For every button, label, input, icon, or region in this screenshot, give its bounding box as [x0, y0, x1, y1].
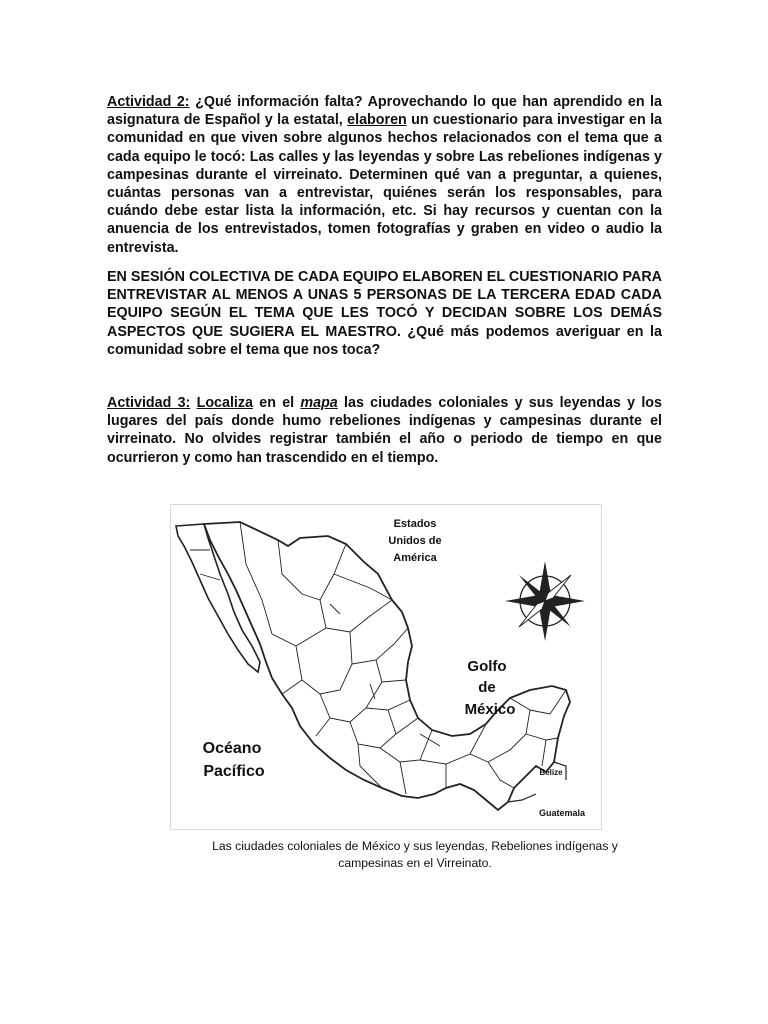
activity-2-text-a: ¿Qué información falta? Aprovechando lo que han aprendido en la asignatura de Español y la estatal,: [107, 94, 662, 129]
activity-3-label: Actividad 3:: [107, 395, 191, 411]
activity-2-label: Actividad 2:: [107, 94, 190, 110]
ocean-label-1: Océano: [202, 740, 262, 757]
mapa-word: mapa: [300, 395, 338, 411]
activity-3-text-b: las ciudades coloniales y sus leyendas y los lugares del país donde humo rebeliones indígenas y campesinas durante el virreinato. No olvides registrar también el año o periodo de tiempo en que ocurrieron y como han trascendido en el tiempo.: [107, 395, 662, 466]
usa-label-3: América: [393, 552, 437, 564]
elaboren-word: elaboren: [347, 112, 407, 129]
collective-session-paragraph: EN SESIÓN COLECTIVA DE CADA EQUIPO ELABOREN EL CUESTIONARIO PARA ENTREVISTAR AL MENOS A UNAS 5 PERSONAS DE LA TERCERA EDAD CADA EQUIPO SEGÚN EL TEMA QUE LES TOCÓ Y DECIDAN SOBRE LOS DEMÁS ASPECTOS QUE SUGIERA EL MAESTRO. ¿Qué más podemos averiguar en la comunidad sobre el tema que nos toca?: [107, 269, 662, 358]
ocean-label-2: Pacífico: [203, 763, 265, 780]
gulf-label-3: México: [464, 701, 516, 718]
gulf-label-2: de: [478, 679, 496, 696]
map-caption: [180, 838, 650, 872]
activity-2-paragraph: [107, 93, 662, 257]
mexico-map: [170, 504, 602, 830]
gulf-label-1: Golfo: [467, 658, 507, 675]
guatemala-label: Guatemala: [538, 808, 586, 818]
usa-label-2: Unidos de: [388, 535, 442, 547]
activity-3-paragraph: [107, 394, 662, 467]
caption-line-2: campesinas en el Virreinato.: [338, 856, 492, 870]
usa-label-1: Estados: [393, 518, 437, 530]
activity-3-text-a: en el: [253, 395, 301, 411]
belize-label: Belize: [539, 768, 563, 777]
localiza-word: Localiza: [196, 395, 254, 411]
caption-line-1: Las ciudades coloniales de México y sus leyendas, Rebeliones indígenas y: [212, 839, 618, 853]
activity-2-text-b: un cuestionario para investigar en la comunidad en que viven sobre algunos hechos relacionados con el tema que a cada equipo le tocó: Las calles y las leyendas y sobre Las rebeliones indígenas y campesinas durante el virreinato. Determinen qué van a preguntar, a quienes, cuántas personas van a entrevistar, quiénes serán los responsables, para cuándo debe estar lista la información, etc. Si hay recursos y cuentan con la anuencia de los entrevistados, tomen fotografías y graben en video o audio la entrevista.: [107, 112, 663, 256]
